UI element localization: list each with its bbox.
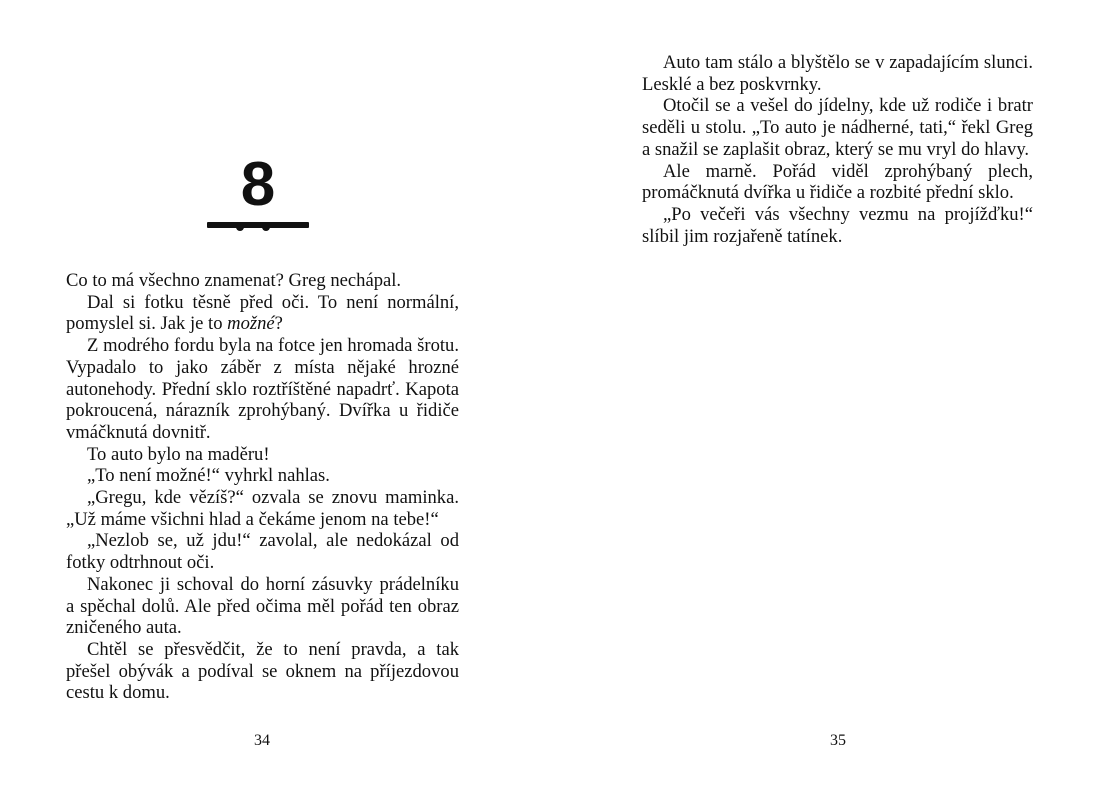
paragraph (66, 292, 459, 335)
emphasis-text: možné (227, 313, 275, 335)
chapter-number: 8 (240, 150, 276, 219)
left-page-text (66, 270, 459, 704)
chapter-rule-drip (262, 226, 270, 231)
paragraph-text: ? (274, 313, 283, 335)
paragraph: „To není možné!“ vyhrkl nahlas. (87, 465, 330, 487)
paragraph: Ale marně. Pořád viděl zprohýbaný plech, promáčknutá dvířka u řidiče a rozbité přední sklo. (642, 160, 1033, 204)
paragraph: Nakonec ji schoval do horní zásuvky prádelníku a spěchal dolů. Ale před očima měl pořád ten obraz zničeného auta. (66, 573, 459, 639)
paragraph: Z modrého fordu byla na fotce jen hromada šrotu. Vypadalo to jako záběr z místa nějaké hrozné autonehody. Přední sklo roztříštěné napadrť. Kapota pokroucená, nárazník zprohýbaný. Dvířka u řidiče vmáčknutá dovnitř. (66, 335, 459, 443)
paragraph: „Nezlob se, už jdu!“ zavolal, ale nedokázal od fotky odtrhnout oči. (66, 530, 459, 574)
chapter-rule-drip (236, 226, 244, 231)
paragraph: „Gregu, kde vězíš?“ ozvala se znovu maminka. „Už máme všichni hlad a čekáme jenom na tebe!“ (66, 487, 459, 530)
page-number: 34 (254, 732, 270, 749)
chapter-rule (207, 222, 309, 228)
paragraph: „Po večeři vás všechny vezmu na projížďku!“ slíbil jim rozjařeně tatínek. (642, 203, 1033, 247)
paragraph: Co to má všechno znamenat? Greg nechápal. (66, 270, 402, 291)
paragraph: Auto tam stálo a blyštělo se v zapadajícím slunci. Lesklé a bez poskvrnky. (642, 52, 1033, 95)
paragraph: Chtěl se přesvědčit, že to není pravda, a tak přešel obývák a podíval se oknem na příjezdovou cestu k domu. (66, 638, 459, 704)
paragraph: Otočil se a vešel do jídelny, kde už rodiče i bratr seděli u stolu. „To auto je nádherné, tati,“ řekl Greg a snažil se zaplašit obraz, který se mu vryl do hlavy. (642, 95, 1033, 160)
paragraph-text: Dal si fotku těsně před oči. To není normální, pomyslel si. Jak je to (66, 291, 459, 335)
right-page-text (642, 52, 1033, 247)
page-number: 35 (830, 732, 846, 749)
paragraph: To auto bylo na maděru! (87, 443, 270, 465)
